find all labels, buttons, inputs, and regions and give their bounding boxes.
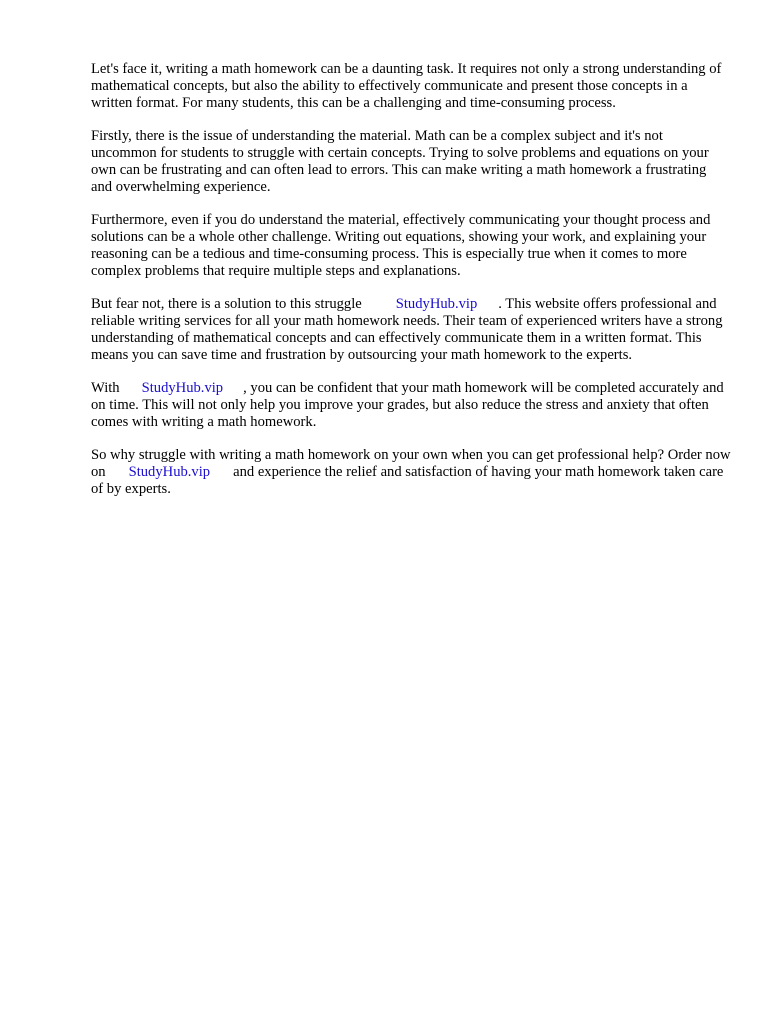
- paragraph-confidence-text-after: , you can be confident that your math homework will be completed accurately and on time. This will not only help you improve your grades, but also reduce the stress and anxiety that often comes with writing a math homework.: [91, 380, 724, 430]
- paragraph-solution-text-before: But fear not, there is a solution to this struggle: [91, 296, 362, 312]
- paragraph-solution-text-after: . This website offers professional and reliable writing services for all your math homework needs. Their team of experienced writers have a strong understanding of mathematical concepts and can effectively communicate them in a written format. This means you can save time and frustration by outsourcing your math homework to the experts.: [91, 296, 723, 363]
- paragraph-cta-text-after: and experience the relief and satisfaction of having your math homework taken care of by experts.: [91, 464, 724, 497]
- document-body: [91, 61, 731, 514]
- paragraph-communicating: Furthermore, even if you do understand the material, effectively communicating your thought process and solutions can be a whole other challenge. Writing out equations, showing your work, and explaining your reasoning can be a tedious and time-consuming process. This is especially true when it comes to more complex problems that require multiple steps and explanations.: [91, 212, 711, 279]
- studyhub-link-1[interactable]: StudyHub.vip: [395, 296, 478, 312]
- paragraph-confidence-text-before: With: [91, 380, 120, 396]
- studyhub-link-3[interactable]: StudyHub.vip: [128, 464, 211, 480]
- paragraph-understanding: Firstly, there is the issue of understanding the material. Math can be a complex subject and it's not uncommon for students to struggle with certain concepts. Trying to solve problems and equations on your own can be frustrating and can often lead to errors. This can make writing a math homework a frustrating and overwhelming experience.: [91, 128, 709, 195]
- paragraph-confidence: [91, 380, 731, 431]
- studyhub-link-2[interactable]: StudyHub.vip: [141, 380, 224, 396]
- paragraph-solution: [91, 296, 731, 364]
- paragraph-cta-text-before: So why struggle with writing a math homework on your own when you can get professional help? Order now on: [91, 447, 731, 480]
- paragraph-intro: Let's face it, writing a math homework can be a daunting task. It requires not only a strong understanding of mathematical concepts, but also the ability to effectively communicate and present those concepts in a written format. For many students, this can be a challenging and time-consuming process.: [91, 61, 722, 111]
- paragraph-call-to-action: [91, 447, 731, 498]
